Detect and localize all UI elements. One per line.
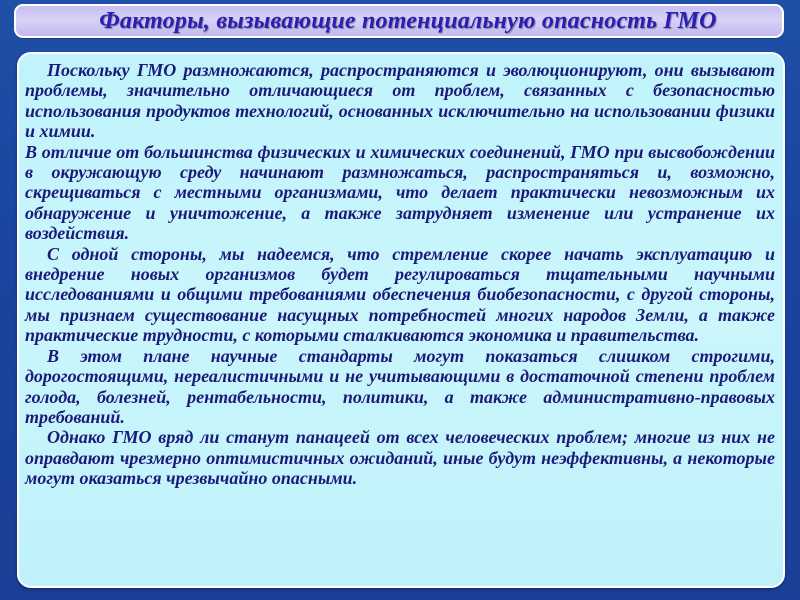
paragraph-3: С одной стороны, мы надеемся, что стремление скорее начать эксплуатацию и внедрение новых организмов будет регулироваться тщательными научными исследованиями и общими требованиями обеспечения биобезопасности, с другой стороны, мы признаем существование насущных потребностей многих народов Земли, а также практические трудности, с которыми сталкиваются экономика и правительства.	[25, 243, 775, 346]
slide-title-bar	[14, 4, 784, 38]
slide-title: Факторы, вызывающие потенциальную опасность ГМО	[99, 7, 717, 34]
content-text	[25, 60, 775, 489]
paragraph-1: Поскольку ГМО размножаются, распространяются и эволюционируют, они вызывают проблемы, значительно отличающиеся от проблем, связанных с безопасностью использования продуктов технологий, основанных исключительно на использовании физики и химии.	[25, 60, 775, 142]
paragraph-5: Однако ГМО вряд ли станут панацеей от всех человеческих проблем; многие из них не оправдают чрезмерно оптимистичных ожиданий, иные будут неэффективны, а некоторые могут оказаться чрезвычайно опасными.	[25, 427, 775, 489]
content-panel	[17, 52, 785, 588]
paragraph-4: В этом плане научные стандарты могут показаться слишком строгими, дорогостоящими, нереалистичными и не учитывающими в достаточной степени проблем голода, болезней, рентабельности, политики, а также административно-правовых требований.	[25, 345, 775, 427]
paragraph-2: В отличие от большинства физических и химических соединений, ГМО при высвобождении в окружающую среду начинают размножаться, распространяться и, возможно, скрещиваться с местными организмами, что делает практически невозможным их обнаружение и уничтожение, а также затрудняет изменение или устранение их воздействия.	[25, 141, 775, 244]
